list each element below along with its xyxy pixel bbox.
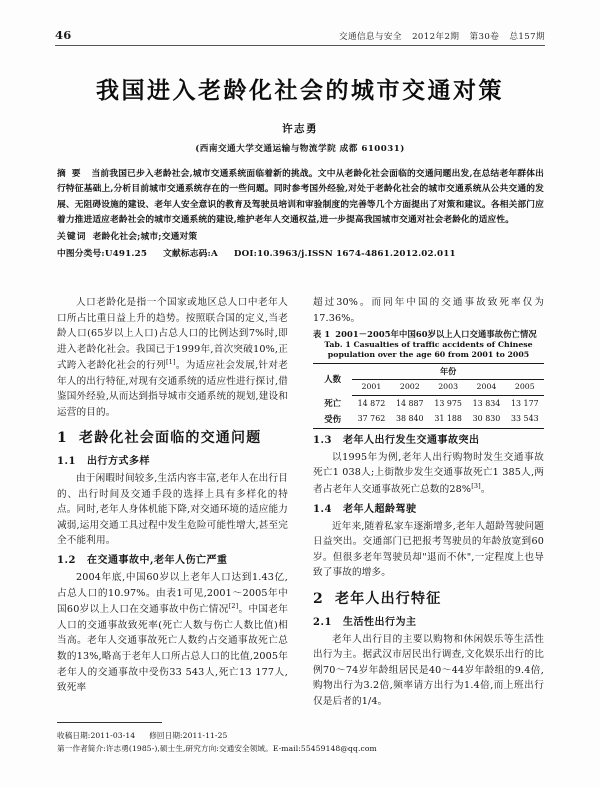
- table-cell: 30 830: [467, 412, 505, 428]
- footnote-dates: [57, 729, 547, 742]
- clc-label: 中图分类号:: [57, 249, 105, 260]
- subsection-1-1-number: 1.1: [57, 456, 76, 468]
- table-year-header: 2003: [429, 380, 467, 396]
- table-cell: 37 762: [352, 412, 390, 428]
- reference-marker-1: [1]: [165, 358, 176, 367]
- classification-line: [57, 247, 544, 262]
- footnote-divider: [57, 722, 162, 723]
- abstract-block: [57, 167, 544, 263]
- table-cell: 38 840: [391, 412, 429, 428]
- table-year-header: 2001: [352, 380, 390, 396]
- intro-text-part1: 人口老龄化是指一个国家或地区总人口中老年人口所占比重日益上升的趋势。按照联合国的定义,当老龄人口(65岁以上人口)占总人口的比例达到7%时,即进入老龄化社会。我国已于1999年,首次突破10%,正式跨入老龄化社会的行列: [57, 297, 288, 372]
- revised-date-label: 修回日期:: [149, 731, 183, 740]
- footnote-author-bio: 第一作者简介:许志勇(1985-),硕士生,研究方向:交通安全领域。E-mail:55459148@qq.com: [57, 744, 377, 754]
- journal-total-issue: 总157期: [509, 32, 545, 42]
- journal-year-issue: 2012年2期: [412, 32, 460, 42]
- intro-paragraph: [57, 295, 288, 420]
- author-affiliation: (西南交通大学交通运输与物流学院 成都 610031): [195, 144, 405, 154]
- subsection-1-3-title: 老年人出行发生交通事故突出: [343, 434, 480, 446]
- subsection-1-4-paragraph: 近年来,随着私家车逐渐增多,老年人超龄驾驶问题日益突出。交通部门已把报考驾驶员的年龄放宽到60岁。但很多老年驾驶员却"退而不休",一定程度上也导致了事故的增多。: [313, 520, 544, 579]
- subsection-1-3-text: 以1995年为例,老年人出行购物时发生交通事故死亡1 038人;上街散步发生交通事故死亡1 385人,两者占老年人交通事故死亡总数的28%: [313, 451, 544, 496]
- table-cell: 31 188: [429, 412, 467, 428]
- table-cell: 14 887: [395, 398, 424, 408]
- document-code-value: A: [210, 249, 218, 260]
- table-stub-header: 人数: [313, 363, 352, 396]
- subsection-1-3-paragraph: [313, 450, 544, 498]
- abstract-paragraph: [57, 167, 544, 229]
- table-1-label-cn: 表 1: [313, 329, 331, 340]
- reference-marker-3: [3]: [471, 481, 481, 490]
- section-1-number: 1: [57, 430, 68, 447]
- subsection-1-2-text-part1: 2004年底,中国60岁以上老年人口达到1.43亿,占总人口的10.97%。由表1可见,2001～2005年中国60岁以上人口在交通事故中伤亡情况: [57, 572, 288, 616]
- subsection-1-2-paragraph: [57, 570, 288, 695]
- subsection-1-2-heading: [57, 553, 288, 569]
- keywords-value: 老龄化社会;城市;交通对策: [92, 231, 198, 242]
- subsection-1-4-title: 老年人超龄驾驶: [343, 503, 417, 515]
- subsection-2-1-paragraph: 老年人出行目的主要以购物和休闲娱乐等生活性出行为主。据武汉市居民出行调查,文化娱乐出行的比例70～74岁年龄组居民是40～44岁年龄组的9.4倍,购物出行为3.2倍,频率请方出行为1.4倍,而上班出行仅是后者的1/4。: [313, 633, 544, 707]
- journal-name: 交通信息与安全: [338, 32, 402, 42]
- table-cell: 14 872: [357, 398, 386, 408]
- abstract-text: 当前我国已步入老龄社会,城市交通系统面临着新的挑战。文中从老龄化社会面临的交通问题出发,在总结老年群体出行特征基础上,分析目前城市交通系统存在的一些问题。同时参考国外经验,对处于老龄化社会的城市交通系统从公共交通的发展、无阻碍设施的建设、老年人安全意识的教育及驾驶员培训和审验制度的完善等几个方面提出了对策和建议。各相关部门应着力推进适应老龄社会的城市交通系统的建设,维护老年人交通权益,进一步提高我国城市交通对社会老龄化的适应性。: [57, 169, 544, 226]
- revised-date-value: 2011-11-25: [182, 731, 228, 740]
- subsection-2-1-number: 2.1: [313, 616, 332, 628]
- subsection-1-3-text-tail: 。: [480, 484, 491, 496]
- table-1-caption-cn: [313, 329, 544, 340]
- table-year-header: 2002: [391, 380, 429, 396]
- table-group-header-year: 年份: [352, 363, 544, 380]
- subsection-1-4-heading: [313, 502, 544, 518]
- document-code-label: 文献标志码:: [163, 249, 211, 260]
- table-cell: 13 834: [472, 398, 501, 408]
- table-year-header: 2005: [506, 380, 544, 396]
- subsection-1-4-number: 1.4: [313, 503, 332, 515]
- subsection-1-2-title: 在交通事故中,老年人伤亡严重: [87, 554, 228, 566]
- section-2-number: 2: [313, 590, 324, 607]
- subsection-1-2-number: 1.2: [57, 554, 76, 566]
- right-column: [313, 295, 544, 709]
- intro-text-part2: 。为适应社会发展,针对老年人的出行特征,对现有交通系统的适应性进行探讨,借鉴国外经验,从而达到指导城市交通系统的规划,建设和运营的目的。: [57, 360, 288, 418]
- header-divider: [55, 45, 545, 46]
- section-2-title: 老年人出行特征: [335, 590, 442, 607]
- subsection-1-3-number: 1.3: [313, 434, 332, 446]
- carryover-paragraph: 超过30%。而同年中国的交通事故致死率仅为17.36%。: [313, 297, 544, 324]
- page-title: 我国进入老龄化社会的城市交通对策: [96, 77, 504, 104]
- subsection-2-1-title: 生活性出行为主: [343, 616, 417, 628]
- table-cell: 13 177: [511, 398, 539, 408]
- received-date-label: 收稿日期:: [57, 731, 91, 740]
- table-row-label-injuries: 受伤: [313, 412, 352, 428]
- subsection-1-1-paragraph: 由于闲暇时间较多,生活内容丰富,老年人在出行目的、出行时间及交通手段的选择上具有多样化的特点。同时,老年人身体机能下降,对交通环境的适应能力减弱,运用交通工具过程中发生危险可能性增大,甚至完全不能利用。: [57, 473, 288, 547]
- table-1: [313, 363, 544, 429]
- keywords-line: [57, 230, 544, 245]
- abstract-label: 摘要: [57, 169, 87, 179]
- table-1-caption-en-line2: population over the age 60 from 2001 to 2005: [327, 350, 530, 360]
- clc-value: U491.25: [104, 249, 148, 260]
- table-1-block: [313, 329, 544, 429]
- table-cell: 13 975: [434, 398, 462, 408]
- table-row: [313, 412, 544, 428]
- table-year-header: 2004: [467, 380, 505, 396]
- keywords-label: 关键词: [57, 231, 87, 242]
- left-column: [57, 295, 288, 696]
- running-head: [55, 26, 545, 42]
- subsection-1-1-title: 出行方式多样: [87, 456, 150, 468]
- section-1-title: 老龄化社会面临的交通问题: [79, 430, 262, 447]
- author-name: 许志勇: [282, 123, 318, 135]
- table-1-title-cn: 2001－2005年中国60岁以上人口交通事故伤亡情况: [335, 329, 537, 340]
- section-2-heading: [313, 588, 544, 611]
- subsection-1-2-text-part2: 。中国老年人口的交通事故致死率(死亡人数与伤亡人数比值)相当高。老年人交通事故死亡人数约占交通事故死亡总数的13%,略高于老年人口所占总人口的比值,2005年老年人的交通事故中受伤33 543人,死亡13 177人,致死率: [57, 604, 288, 694]
- reference-marker-2: [2]: [228, 602, 239, 611]
- subsection-2-1-heading: [313, 615, 544, 631]
- journal-info: [339, 30, 545, 42]
- table-cell: 33 543: [506, 412, 544, 428]
- subsection-1-3-heading: [313, 433, 544, 449]
- journal-volume: 第30卷: [469, 32, 500, 42]
- doi-label: DOI:: [233, 249, 258, 260]
- received-date-value: 2011-03-14: [90, 731, 136, 740]
- subsection-1-1-heading: [57, 454, 288, 470]
- doi-value: 10.3963/j.ISSN 1674-4861.2012.02.011: [257, 249, 456, 260]
- table-row-label-deaths: 死亡: [324, 397, 341, 408]
- section-1-heading: [57, 427, 288, 450]
- table-row: [313, 396, 544, 412]
- page-number: 46: [55, 28, 72, 42]
- table-header-row-group: [313, 363, 544, 380]
- footnote-block: [57, 729, 547, 756]
- table-1-caption-en-line1: Tab. 1 Casualties of traffic accidents of Chinese: [324, 340, 533, 350]
